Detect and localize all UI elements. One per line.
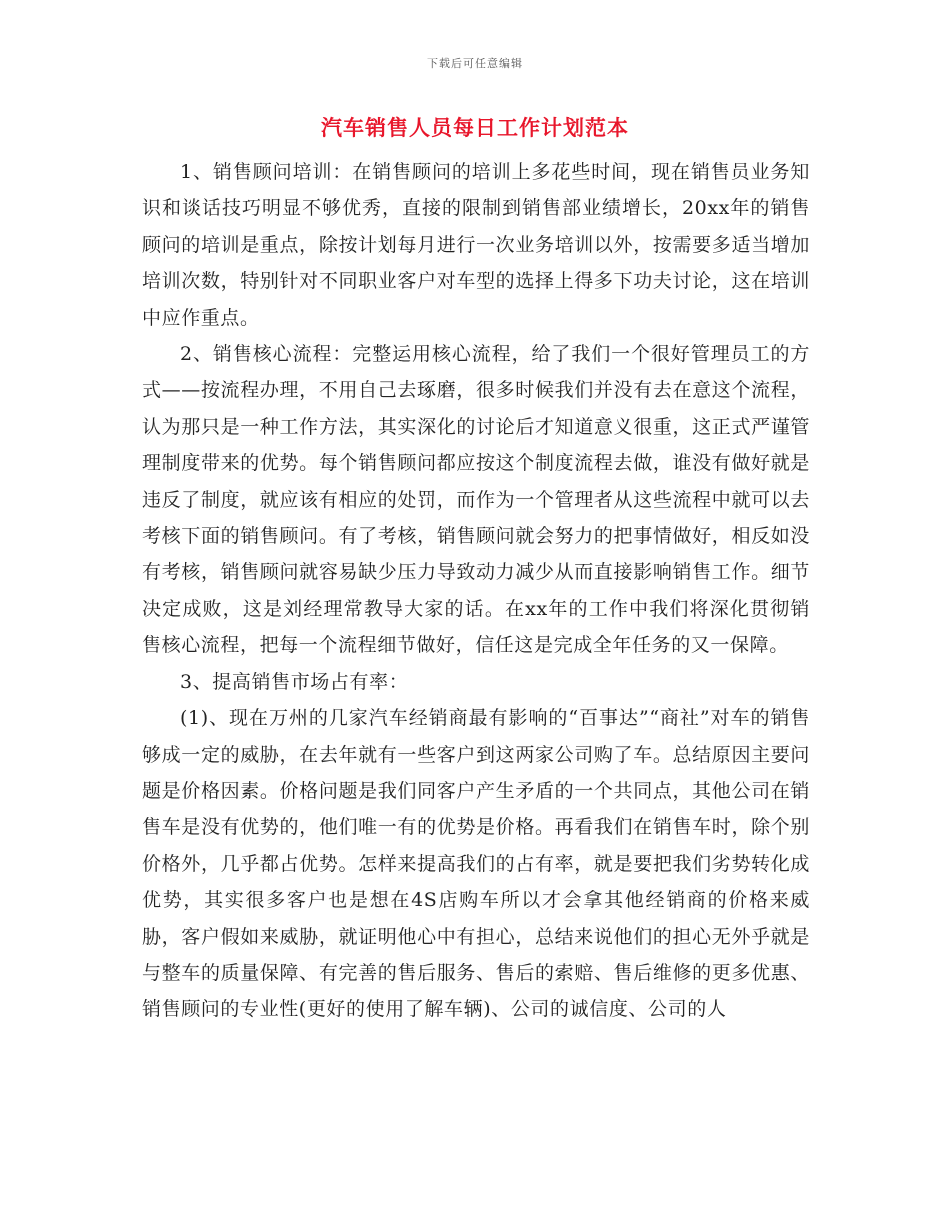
paragraph-core-process: 2、销售核心流程：完整运用核心流程，给了我们一个很好管理员工的方式——按流程办理，不用自己去琢磨，很多时候我们并没有去在意这个流程，认为那只是一种工作方法，其实深化的讨论后才知道意义很重，这正式严谨管理制度带来的优势。每个销售顾问都应按这个制度流程去做，谁没有做好就是违反了制度，就应该有相应的处罚，而作为一个管理者从这些流程中就可以去考核下面的销售顾问。有了考核，销售顾问就会努力的把事情做好，相反如没有考核，销售顾问就容易缺少压力导致动力减少从而直接影响销售工作。细节决定成败，这是刘经理常教导大家的话。在xx年的工作中我们将深化贯彻销售核心流程，把每一个流程细节做好，信任这是完成全年任务的又一保障。 xyxy=(142,343,810,657)
document-body xyxy=(142,154,810,1028)
document-title: 汽车销售人员每日工作计划范本 xyxy=(321,115,629,140)
paragraph-market-share-heading: 3、提高销售市场占有率： xyxy=(180,670,409,693)
paragraph-staff-training: 1、销售顾问培训：在销售顾问的培训上多花些时间，现在销售员业务知识和谈话技巧明显不够优秀，直接的限制到销售部业绩增长，20xx年的销售顾问的培训是重点，除按计划每月进行一次业务培训以外，按需要多适当增加培训次数，特别针对不同职业客户对车型的选择上得多下功夫讨论，这在培训中应作重点。 xyxy=(142,161,810,329)
header-note: 下载后可任意编辑 xyxy=(427,57,523,70)
paragraph-market-competition: (1)、现在万州的几家汽车经销商最有影响的“百事达”“商社”对车的销售够成一定的威胁，在去年就有一些客户到这两家公司购了车。总结原因主要问题是价格因素。价格问题是我们同客户产生矛盾的一个共同点，其他公司在销售车是没有优势的，他们唯一有的优势是价格。再看我们在销售车时，除个别价格外，几乎都占优势。怎样来提高我们的占有率，就是要把我们劣势转化成优势，其实很多客户也是想在4S店购车所以才会拿其他经销商的价格来威胁，客户假如来威胁，就证明他心中有担心，总结来说他们的担心无外乎就是与整车的质量保障、有完善的售后服务、售后的索赔、售后维修的更多优惠、销售顾问的专业性(更好的使用了解车辆)、公司的诚信度、公司的人 xyxy=(142,707,810,1021)
